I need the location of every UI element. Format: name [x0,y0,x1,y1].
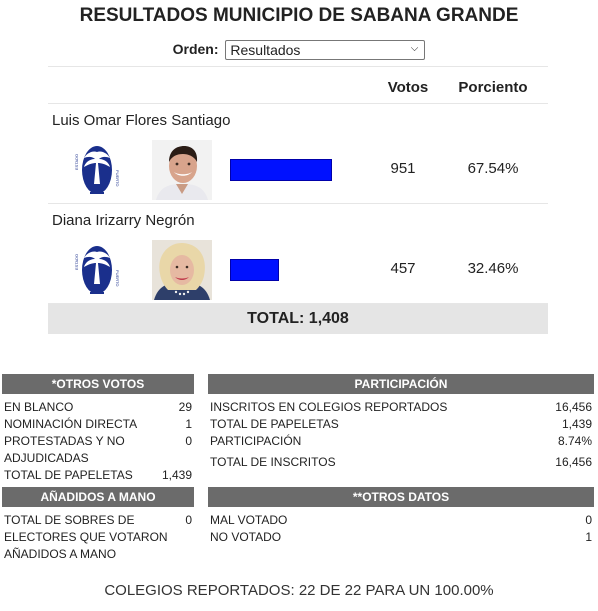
stat-value: 1 [185,417,192,431]
stat-row [2,416,194,433]
order-control [0,40,598,60]
stat-value: 0 [185,434,192,448]
stat-label: MAL VOTADO [210,513,288,527]
stat-label: NOMINACIÓN DIRECTA [4,417,138,431]
stat-label: EN BLANCO [4,400,74,414]
stat-value: 0 [585,513,592,527]
stat-value: 8.74% [557,434,592,448]
otros-votos-title: *OTROS VOTOS [2,374,194,394]
stat-value: 1,439 [161,468,192,482]
votes-column-header: Votos [387,79,429,96]
participacion-panel [208,374,594,471]
stat-row [208,529,594,546]
otros-datos-panel [208,487,594,546]
candidate-row [48,204,548,304]
stat-row [208,433,594,450]
total-votes: TOTAL: 1,408 [48,304,548,334]
chevron-down-icon: ⌵ [410,43,419,54]
stat-label: TOTAL DE SOBRES DE ELECTORES QUE VOTARON AÑADIDOS A MANO [4,513,168,561]
stat-label: NO VOTADO [210,530,282,544]
candidate-votes: 457 [390,260,416,277]
anadidos-title: AÑADIDOS A MANO [2,487,194,507]
candidate-name: Luis Omar Flores Santiago [52,112,231,129]
candidate-percent: 67.54% [467,160,519,177]
vote-bar [230,159,332,181]
svg-text:PUERTO: PUERTO [115,170,120,187]
candidate-votes: 951 [390,160,416,177]
reported-precincts: COLEGIOS REPORTADOS: 22 DE 22 PARA UN 100.00% [104,582,494,599]
anadidos-panel [2,487,194,563]
stat-label: TOTAL DE INSCRITOS [210,455,336,469]
vote-bar [230,259,279,281]
order-select[interactable] [225,40,425,60]
stat-row [208,454,594,471]
vote-bar-track [230,259,332,281]
stat-row [208,512,594,529]
percent-column-header: Porciento [458,79,528,96]
order-select-value: Resultados [230,42,301,58]
stat-label: PARTICIPACIÓN [210,434,302,448]
stat-row [2,512,194,563]
stat-value: 29 [178,400,192,414]
stat-value: 1,439 [561,417,592,431]
stat-row [2,467,194,484]
page-title: RESULTADOS MUNICIPIO DE SABANA GRANDE [79,5,519,26]
candidate-percent: 32.46% [467,260,519,277]
results-table [48,66,548,334]
candidate-photo [152,240,212,300]
stat-row [208,399,594,416]
party-logo-icon [72,140,122,200]
stat-label: TOTAL DE PAPELETAS [210,417,339,431]
candidate-row [48,104,548,204]
vote-bar-track [230,159,332,181]
stat-value: 16,456 [555,400,592,414]
otros-datos-title: **OTROS DATOS [208,487,594,507]
stat-row [2,399,194,416]
svg-text:ESTADO: ESTADO [74,253,79,270]
stat-value: 16,456 [555,455,592,469]
svg-text:ESTADO: ESTADO [74,153,79,170]
svg-text:PUERTO: PUERTO [115,270,120,287]
stat-value: 1 [585,530,592,544]
candidate-name: Diana Irizarry Negrón [52,212,195,229]
party-logo-icon [72,240,122,300]
stat-label: INSCRITOS EN COLEGIOS REPORTADOS [210,400,448,414]
candidate-photo [152,140,212,200]
stat-row [208,416,594,433]
stat-value: 0 [185,513,192,527]
results-header [48,66,548,104]
otros-votos-panel [2,374,194,484]
stat-label: PROTESTADAS Y NO ADJUDICADAS [4,434,125,465]
stat-label: TOTAL DE PAPELETAS [4,468,133,482]
stat-row [2,433,194,467]
participacion-title: PARTICIPACIÓN [208,374,594,394]
order-label: Orden: [172,40,219,57]
